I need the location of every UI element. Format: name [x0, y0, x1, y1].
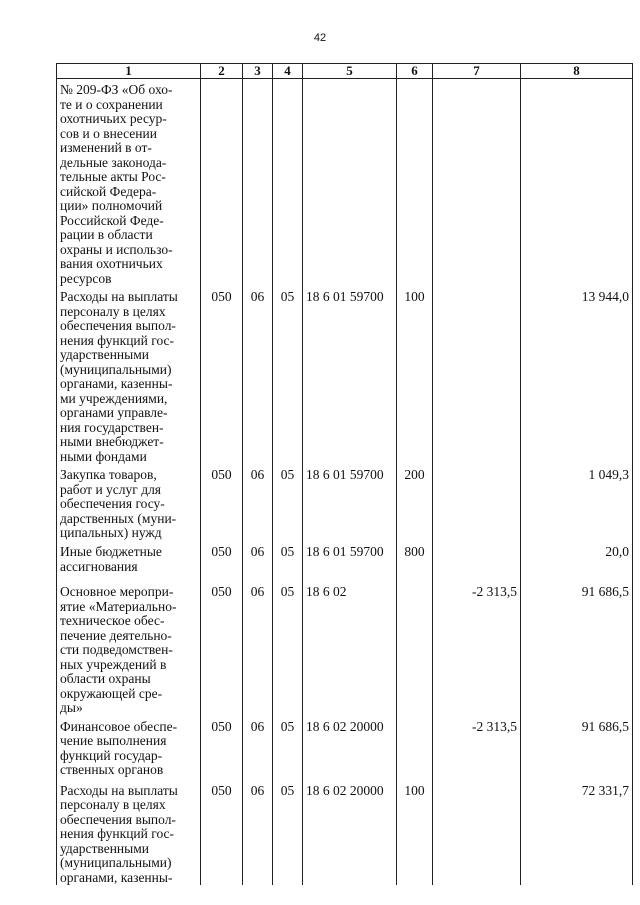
- row-name-cell: [57, 581, 201, 716]
- row-name-line: тельные акты Рос-: [60, 169, 166, 184]
- row-name-line: вания охотничьих: [60, 256, 163, 271]
- row-name-line: Расходы на выплаты: [60, 289, 178, 304]
- section-code-cell: 06: [243, 780, 273, 886]
- total-amount-cell: 72 331,7: [521, 780, 633, 886]
- table-row: [57, 780, 633, 886]
- row-name-line: охотничьих ресур-: [60, 111, 167, 126]
- row-name-line: окружающей сре-: [60, 685, 163, 701]
- total-amount-cell: 91 686,5: [521, 581, 633, 716]
- row-name-line: Основное меропри-: [60, 584, 174, 599]
- expense-type-cell: 800: [397, 541, 433, 581]
- change-amount-cell: [433, 286, 521, 464]
- change-amount-cell: [433, 464, 521, 541]
- row-name-line: ды»: [60, 700, 83, 715]
- row-name-line: нения функций гос-: [60, 332, 175, 348]
- row-name-cell: [57, 780, 201, 886]
- expense-type-cell: 200: [397, 464, 433, 541]
- row-name-line: работ и услуг для: [60, 481, 162, 497]
- column-header-4: 4: [273, 64, 303, 79]
- header-row: [57, 64, 633, 79]
- column-header-1: 1: [57, 64, 201, 79]
- table-row: [57, 464, 633, 541]
- subsection-code-cell: 05: [273, 780, 303, 886]
- row-name-line: органами, казенны-: [60, 376, 173, 391]
- row-name-line: Расходы на выплаты: [60, 782, 178, 798]
- ministry-code-cell: 050: [201, 716, 243, 780]
- column-header-5: 5: [303, 64, 397, 79]
- table-row: [57, 541, 633, 581]
- row-name-line: техническое обес-: [60, 613, 165, 628]
- target-article-cell: [303, 79, 397, 287]
- change-amount-cell: [433, 79, 521, 287]
- ministry-code-cell: 050: [201, 780, 243, 886]
- budget-table: [56, 63, 633, 885]
- table-row: [57, 286, 633, 464]
- row-name-cell: [57, 541, 201, 581]
- row-name-line: чение выполнения: [60, 733, 167, 748]
- change-amount-cell: [433, 541, 521, 581]
- page-number: 42: [313, 32, 327, 44]
- row-name-line: дарственных (муни-: [60, 510, 177, 526]
- ministry-code-cell: 050: [201, 286, 243, 464]
- row-name-line: функций государ-: [60, 747, 163, 763]
- expense-type-cell: [397, 79, 433, 287]
- subsection-code-cell: [273, 79, 303, 287]
- row-name-cell: [57, 716, 201, 780]
- column-header-2: 2: [201, 64, 243, 79]
- row-name-line: сов и о внесении: [60, 125, 157, 141]
- section-code-cell: 06: [243, 464, 273, 541]
- target-article-cell: 18 6 02 20000: [303, 716, 397, 780]
- row-name-line: нения функций гос-: [60, 826, 175, 841]
- row-name-line: Финансовое обеспе-: [60, 718, 178, 734]
- target-article-cell: 18 6 02: [303, 581, 397, 716]
- total-amount-cell: [521, 79, 633, 287]
- ministry-code-cell: [201, 79, 243, 287]
- row-name-line: ударственными: [60, 347, 149, 362]
- subsection-code-cell: 05: [273, 286, 303, 464]
- subsection-code-cell: 05: [273, 541, 303, 581]
- row-name-line: Иные бюджетные: [60, 544, 162, 559]
- section-code-cell: [243, 79, 273, 287]
- target-article-cell: 18 6 01 59700: [303, 286, 397, 464]
- row-name-line: ударственными: [60, 840, 149, 856]
- total-amount-cell: 1 049,3: [521, 464, 633, 541]
- section-code-cell: 06: [243, 286, 273, 464]
- row-name-line: сти подведомствен-: [60, 642, 173, 657]
- row-name-line: ассигнования: [60, 558, 138, 574]
- row-name-line: те и о сохранении: [60, 96, 163, 112]
- subsection-code-cell: 05: [273, 716, 303, 780]
- total-amount-cell: 13 944,0: [521, 286, 633, 464]
- row-name-line: (муниципальными): [60, 855, 172, 870]
- total-amount-cell: 91 686,5: [521, 716, 633, 780]
- row-name-line: области охраны: [60, 671, 151, 686]
- change-amount-cell: -2 313,5: [433, 581, 521, 716]
- change-amount-cell: -2 313,5: [433, 716, 521, 780]
- row-name-line: обеспечения госу-: [60, 496, 165, 511]
- row-name-line: печение деятельно-: [60, 627, 172, 643]
- row-name-line: дельные законода-: [60, 154, 167, 170]
- change-amount-cell: [433, 780, 521, 886]
- row-name-line: (муниципальными): [60, 361, 172, 377]
- row-name-line: ресурсов: [60, 270, 112, 286]
- row-name-cell: [57, 286, 201, 464]
- subsection-code-cell: 05: [273, 581, 303, 716]
- row-name-line: Российской Феде-: [60, 212, 164, 228]
- expense-type-cell: [397, 716, 433, 780]
- row-name-line: органами управле-: [60, 405, 168, 420]
- section-code-cell: 06: [243, 581, 273, 716]
- table-body: [57, 79, 633, 886]
- column-header-7: 7: [433, 64, 521, 79]
- row-name-line: № 209-ФЗ «Об охо-: [60, 82, 173, 97]
- row-name-line: ния государствен-: [60, 419, 164, 435]
- row-name-cell: [57, 464, 201, 541]
- total-amount-cell: 20,0: [521, 541, 633, 581]
- row-name-line: органами, казенны-: [60, 869, 173, 885]
- ministry-code-cell: 050: [201, 541, 243, 581]
- row-name-line: ными фондами: [60, 448, 147, 464]
- row-name-cell: [57, 79, 201, 287]
- ministry-code-cell: 050: [201, 464, 243, 541]
- subsection-code-cell: 05: [273, 464, 303, 541]
- column-header-6: 6: [397, 64, 433, 79]
- row-name-line: персоналу в целях: [60, 303, 166, 319]
- section-code-cell: 06: [243, 716, 273, 780]
- expense-type-cell: 100: [397, 286, 433, 464]
- row-name-line: ятие «Материально-: [60, 598, 177, 614]
- row-name-line: Закупка товаров,: [60, 467, 157, 482]
- table-row: [57, 716, 633, 780]
- row-name-line: охраны и использо-: [60, 241, 173, 257]
- ministry-code-cell: 050: [201, 581, 243, 716]
- row-name-line: ции» полномочий: [60, 198, 163, 213]
- target-article-cell: 18 6 01 59700: [303, 464, 397, 541]
- column-header-3: 3: [243, 64, 273, 79]
- row-name-line: обеспечения выпол-: [60, 318, 176, 333]
- target-article-cell: 18 6 01 59700: [303, 541, 397, 581]
- row-name-line: рации в области: [60, 227, 153, 242]
- table-header: [57, 64, 633, 79]
- row-name-line: ными внебюджет-: [60, 434, 164, 449]
- table-row: [57, 79, 633, 287]
- row-name-line: сийской Федера-: [60, 183, 157, 199]
- section-code-cell: 06: [243, 541, 273, 581]
- row-name-line: ципальных) нужд: [60, 525, 162, 540]
- expense-type-cell: 100: [397, 780, 433, 886]
- row-name-line: обеспечения выпол-: [60, 811, 176, 827]
- table-row: [57, 581, 633, 716]
- row-name-line: ных учреждений в: [60, 656, 167, 672]
- row-name-line: ственных органов: [60, 762, 164, 777]
- target-article-cell: 18 6 02 20000: [303, 780, 397, 886]
- expense-type-cell: [397, 581, 433, 716]
- row-name-line: ми учреждениями,: [60, 390, 168, 406]
- row-name-line: изменений в от-: [60, 140, 152, 155]
- row-name-line: персоналу в целях: [60, 797, 166, 812]
- column-header-8: 8: [521, 64, 633, 79]
